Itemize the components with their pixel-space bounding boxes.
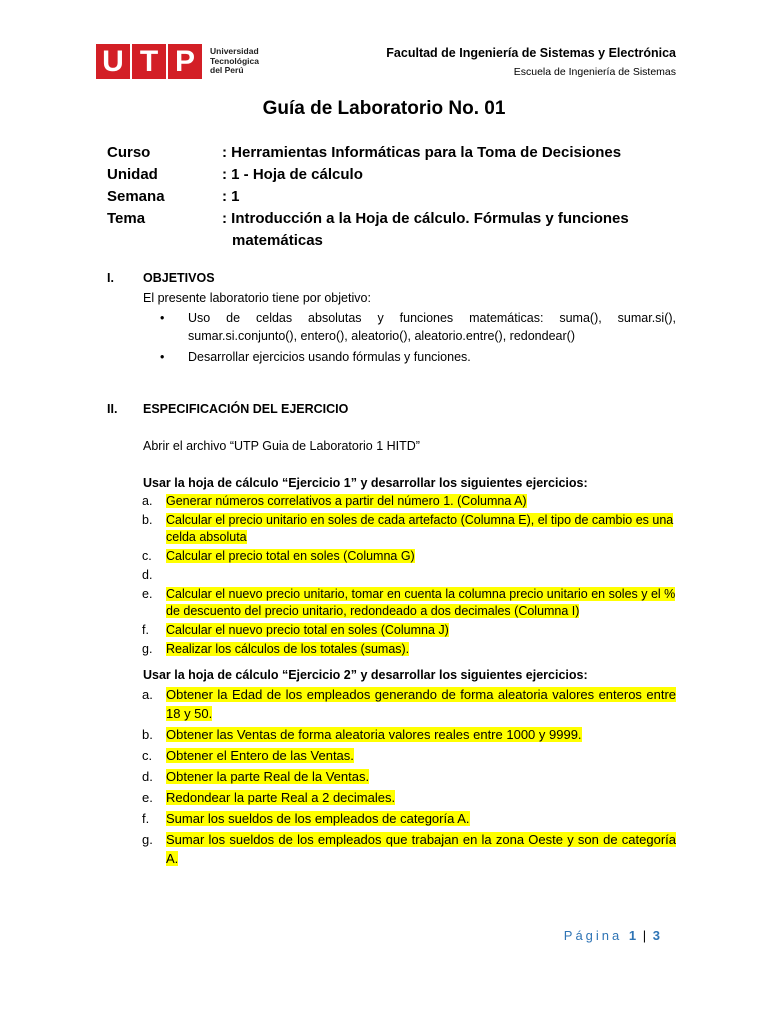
- item-label: g.: [142, 642, 153, 656]
- item-label: c.: [142, 549, 152, 563]
- list-item: [142, 725, 676, 744]
- item-label: d.: [142, 568, 153, 582]
- info-value-continuation: matemáticas: [232, 232, 323, 249]
- logo-letter-u: U: [96, 44, 130, 79]
- item-label: f.: [142, 811, 150, 826]
- section-especificacion-heading: [107, 402, 348, 416]
- ejercicio2-heading: Usar la hoja de cálculo “Ejercicio 2” y desarrollar los siguientes ejercicios:: [143, 668, 588, 682]
- ejercicio1-list: [142, 493, 676, 660]
- info-label-empty: [107, 230, 222, 252]
- item-text: Sumar los sueldos de los empleados que trabajan en la zona Oeste y son de categoría A.: [166, 832, 676, 866]
- header-institution: [386, 46, 676, 78]
- info-row-unidad: [107, 164, 662, 186]
- info-value: : Herramientas Informáticas para la Toma de Decisiones: [222, 144, 622, 161]
- ejercicio1-heading: Usar la hoja de cálculo “Ejercicio 1” y desarrollar los siguientes ejercicios:: [143, 476, 588, 490]
- logo-text-line: Tecnológica: [210, 55, 259, 66]
- info-label: Semana: [107, 188, 165, 205]
- item-text: Obtener las Ventas de forma aleatoria valores reales entre 1000 y 9999.: [166, 727, 582, 742]
- item-text: Calcular el nuevo precio unitario, tomar en cuenta la columna precio unitario en soles y el % de descuento del precio unitario, redondeado a dos decimales (Columna I): [166, 587, 676, 618]
- list-item: [142, 641, 676, 658]
- section-number: I.: [107, 271, 114, 285]
- utp-logo-letters: [96, 44, 204, 79]
- bullet-icon: •: [160, 311, 165, 325]
- item-label: b.: [142, 513, 153, 527]
- list-item: [142, 512, 676, 546]
- info-row-tema-continuation: [107, 230, 662, 252]
- section-objetivos-heading: [107, 271, 215, 285]
- objetivos-list: [160, 309, 676, 369]
- info-label: Tema: [107, 210, 146, 227]
- page-footer: [564, 928, 660, 943]
- info-row-curso: [107, 142, 662, 164]
- item-label: a.: [142, 687, 153, 702]
- section-number: II.: [107, 402, 118, 416]
- item-label: g.: [142, 832, 153, 847]
- logo-text-line: del Perú: [210, 65, 244, 76]
- info-row-semana: [107, 186, 662, 208]
- section-title: ESPECIFICACIÓN DEL EJERCICIO: [143, 402, 349, 416]
- item-text: Obtener el Entero de las Ventas.: [166, 748, 354, 763]
- item-text: Obtener la Edad de los empleados generando de forma aleatoria valores enteros entre 18 y 50.: [166, 687, 676, 721]
- list-item: [142, 809, 676, 828]
- item-label: f.: [142, 623, 149, 637]
- item-label: e.: [142, 587, 153, 601]
- bullet-text: Uso de celdas absolutas y funciones matemáticas: suma(), sumar.si(), sumar.si.conjunto(), entero(), aleatorio(), aleatorio.entre(), redondear(): [188, 311, 676, 343]
- course-info: [107, 142, 662, 252]
- list-item: [142, 746, 676, 765]
- current-page-number: 1: [628, 928, 637, 943]
- list-item: [142, 586, 676, 620]
- list-item: [160, 309, 676, 345]
- list-item: [142, 567, 676, 584]
- item-text: Calcular el precio unitario en soles de cada artefacto (Columna E), el tipo de cambio es una celda absoluta: [166, 513, 674, 544]
- ejercicio2-list: [142, 685, 676, 870]
- info-value: : 1: [222, 188, 240, 205]
- page-separator: |: [642, 928, 647, 943]
- info-label: Unidad: [107, 166, 158, 183]
- list-item: [142, 788, 676, 807]
- info-label: Curso: [107, 144, 151, 161]
- item-text: Calcular el nuevo precio total en soles (Columna J): [166, 623, 449, 637]
- item-label: a.: [142, 494, 153, 508]
- school-name: Escuela de Ingeniería de Sistemas: [513, 66, 676, 78]
- item-label: e.: [142, 790, 153, 805]
- item-label: c.: [142, 748, 153, 763]
- utp-logo: [96, 44, 259, 79]
- total-pages: 3: [652, 928, 660, 943]
- item-text: Calcular el precio total en soles (Columna G): [166, 549, 415, 563]
- objetivos-intro: El presente laboratorio tiene por objetivo:: [143, 291, 371, 305]
- info-row-tema: [107, 208, 662, 230]
- list-item: [142, 493, 676, 510]
- item-text: Realizar los cálculos de los totales (sumas).: [166, 642, 410, 656]
- list-item: [142, 767, 676, 786]
- section-title: OBJETIVOS: [143, 271, 215, 285]
- page-word: Página: [563, 928, 623, 943]
- list-item: [160, 348, 676, 366]
- list-item: [142, 685, 676, 723]
- logo-text-line: Universidad: [210, 46, 259, 57]
- item-text: Redondear la parte Real a 2 decimales.: [166, 790, 396, 805]
- document-title: Guía de Laboratorio No. 01: [262, 98, 506, 119]
- info-value: : 1 - Hoja de cálculo: [222, 166, 363, 183]
- open-file-instruction: Abrir el archivo “UTP Guia de Laboratorio 1 HITD”: [143, 439, 420, 453]
- item-text: Generar números correlativos a partir del número 1. (Columna A): [166, 494, 527, 508]
- item-text: Obtener la parte Real de la Ventas.: [166, 769, 370, 784]
- faculty-name: Facultad de Ingeniería de Sistemas y Electrónica: [386, 46, 676, 60]
- item-label: b.: [142, 727, 153, 742]
- logo-letter-p: P: [168, 44, 202, 79]
- logo-university-name: [210, 47, 259, 76]
- item-label: d.: [142, 769, 153, 784]
- bullet-icon: •: [160, 350, 165, 364]
- list-item: [142, 548, 676, 565]
- logo-letter-t: T: [132, 44, 166, 79]
- info-value: : Introducción a la Hoja de cálculo. Fórmulas y funciones: [222, 210, 629, 227]
- item-text: Sumar los sueldos de los empleados de categoría A.: [166, 811, 470, 826]
- list-item: [142, 622, 676, 639]
- bullet-text: Desarrollar ejercicios usando fórmulas y funciones.: [188, 350, 471, 364]
- list-item: [142, 830, 676, 868]
